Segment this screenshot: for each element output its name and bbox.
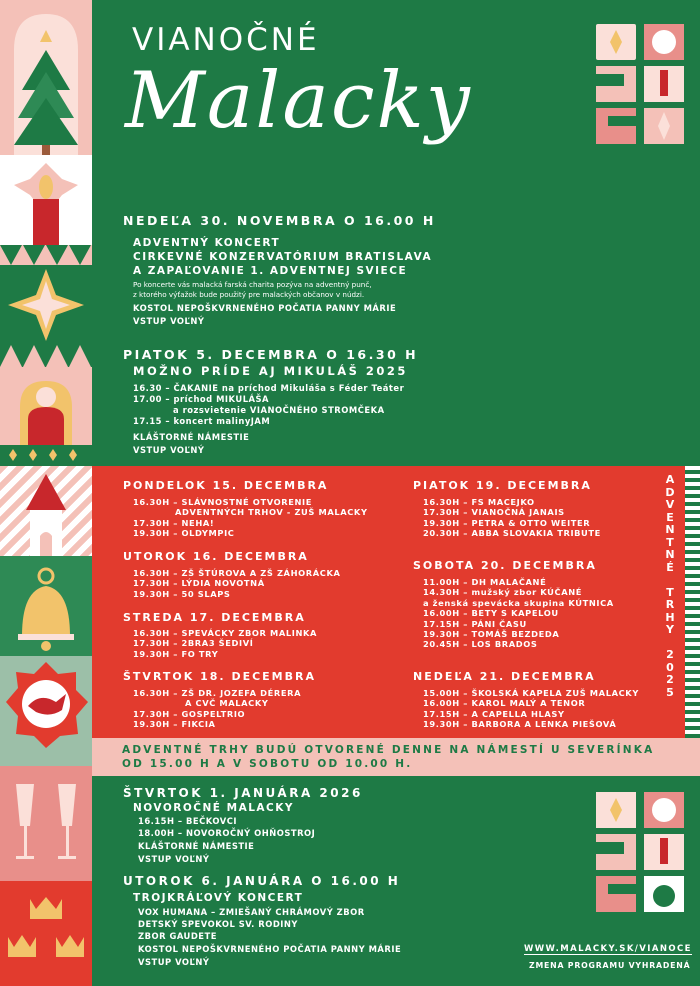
crown-icon [0,881,92,986]
champagne-icon [0,766,92,881]
angel-icon [0,367,92,445]
glasses-tile [0,766,92,881]
market-program: 15.00H – ŠKOLSKÁ KAPELA ZUŠ MALACKY 16.00H – KAROL MALÝ A TENOR 17.15H – A CAPELLA HLASY 19.30H – BARBORA A LENKA PIEŠOVÁ [423,688,639,730]
bell-icon [0,556,92,656]
decorative-stripe [685,466,700,738]
year-2025-graphic [594,22,686,146]
program-item: VOX HUMANA – ZMIEŠANÝ CHRÁMOVÝ ZBOR [138,907,365,917]
dove-icon [0,656,92,766]
program-item: 17.15 – koncert malinyJAM [133,416,271,426]
vertical-label-letter: N [665,523,675,536]
market-day-date: STREDA 17. DECEMBRA [123,611,306,624]
vertical-label-letter: É [666,560,674,574]
event-place: KLÁŠTORNÉ NÁMESTIE [133,432,250,442]
event-subtitle: TROJKRÁĽOVÝ KONCERT [133,892,304,904]
event-date: ŠTVRTOK 1. JANUÁRA 2026 [123,786,363,800]
triangle-strip [0,345,92,367]
market-program: 16.30H – SPEVÁCKY ZBOR MALINKA 17.30H – 2BRA3 ŠEDIVÍ 19.30H – FO TRY [133,628,318,659]
event-place: KOSTOL NEPOŠKVRNENÉHO POČATIA PANNY MÁRIE [133,303,397,313]
crown-tile [0,881,92,986]
decorative-sidebar [0,0,92,986]
advent-markets-vertical-label [660,474,680,699]
vertical-label-letter: R [665,598,675,611]
vertical-label-letter: E [666,510,674,524]
event-title: A ZAPAĽOVANIE 1. ADVENTNEJ SVIECE [133,265,408,277]
vertical-label-letter: N [665,548,675,561]
market-program: 16.30H – ZŠ ŠTÚROVA A ZŠ ZÁHORÁCKA 17.30H – LÝDIA NOVOTNÁ 19.30H – 50 SLAPS [133,568,341,599]
event-entry: VSTUP VOĽNÝ [133,316,205,326]
program-item: 16.30 – ČAKANIE na príchod Mikuláša s Féder Teáter [133,383,405,393]
vertical-label-letter: V [665,498,675,511]
market-program: 16.30H – FS MACEJKO 17.30H – VIANOČNÁ JANAIS 19.30H – PETRA & OTTO WEITER 20.30H – ABBA SLOVAKIA TRIBUTE [423,497,601,539]
candle-tile [0,155,92,245]
church-tile [0,466,92,556]
star-icon [0,265,92,345]
program-item: ZBOR GAUDETE [138,931,217,941]
vertical-label-letter: 2 [666,673,674,686]
vertical-label-letter: 2 [666,648,674,661]
program-item: 17.00 – príchod MIKULÁŠA [133,394,270,404]
bird-tile [0,656,92,766]
year-2026-graphic [594,790,686,914]
church-icon [0,466,92,556]
triangle-strip [0,245,92,265]
vertical-label-letter: 5 [666,685,674,699]
vertical-label-letter: Y [666,623,674,636]
diamond-strip [0,445,92,466]
tree-icon [0,0,92,155]
vertical-label-letter: D [665,485,675,499]
market-day-date: SOBOTA 20. DECEMBRA [413,559,597,572]
event-place: KOSTOL NEPOŠKVRNENÉHO POČATIA PANNY MÁRIE [138,944,402,954]
market-day-date: ŠTVRTOK 18. DECEMBRA [123,670,316,683]
vertical-label-letter [660,574,680,587]
program-item: 18.00H – NOVOROČNÝ OHŇOSTROJ [138,828,316,838]
program-change-note: ZMENA PROGRAMU VYHRADENÁ [529,961,691,970]
market-program: 16.30H – SLÁVNOSTNÉ OTVORENIE ADVENTNÝCH TRHOV - ZUŠ MALACKY 17.30H – NEHA! 19.30H – OLDYMPIC [133,497,368,539]
program-item: 16.15H – BEČKOVCI [138,816,238,826]
market-day-date: NEDEĽA 21. DECEMBRA [413,670,596,683]
event-date: NEDEĽA 30. NOVEMBRA O 16.00 H [123,213,436,228]
event-subtitle: MOŽNO PRÍDE AJ MIKULÁŠ 2025 [133,364,408,378]
candle-icon [0,155,92,245]
vertical-label-letter: 0 [666,660,674,674]
event-entry: VSTUP VOĽNÝ [138,854,210,864]
market-program: 11.00H – DH MALAČANÉ 14.30H – mužský zbor KÚČANÉ a ženská spevácka skupina KÚTNICA 16.00H – BETY S KAPELOU 17.15H – PÁNI ČASU 19.30H – TOMÁŠ BEZDEDA 20.45H – LOS BRADOS [423,577,614,650]
angel-tile [0,367,92,445]
program-item: DETSKÝ SPEVOKOL SV. RODINY [138,919,298,929]
vertical-label-letter: H [665,610,675,624]
event-entry: VSTUP VOĽNÝ [138,957,210,967]
header-title: VIANOČNÉ [132,22,320,58]
event-title: ADVENTNÝ KONCERT [133,237,281,249]
market-day-date: PIATOK 19. DECEMBRA [413,479,592,492]
vertical-label-letter: T [666,585,674,599]
event-title: CIRKEVNÉ KONZERVATÓRIUM BRATISLAVA [133,251,433,263]
vertical-label-letter: A [665,473,675,486]
markets-info-text: ADVENTNÉ TRHY BUDÚ OTVORENÉ DENNE NA NÁMESTÍ U SEVERÍNKA OD 15.00 H A V SOBOTU OD 10.00 H. [122,744,655,770]
market-day-date: PONDELOK 15. DECEMBRA [123,479,329,492]
market-program: 16.30H – ZŠ DR. JOZEFA DÉRERA A CVČ MALACKY 17.30H – GOSPELTRIO 19.30H – FIKCIA [133,688,302,730]
event-entry: VSTUP VOĽNÝ [133,445,205,455]
event-date: UTOROK 6. JANUÁRA O 16.00 H [123,874,401,888]
website-link[interactable]: WWW.MALACKY.SK/VIANOCE [524,944,692,954]
star-tile [0,265,92,345]
program-item: a rozsvietenie VIANOČNÉHO STROMČEKA [173,405,385,415]
event-date: PIATOK 5. DECEMBRA O 16.30 H [123,347,419,362]
event-subtitle: NOVOROČNÉ MALACKY [133,802,294,814]
market-day-date: UTOROK 16. DECEMBRA [123,550,309,563]
event-note: Po koncerte vás malacká farská charita pozýva na adventný punč, [133,280,372,289]
tree-tile [0,0,92,155]
event-place: KLÁŠTORNÉ NÁMESTIE [138,841,255,851]
header-script-title: Malacky [125,56,472,146]
bell-tile [0,556,92,656]
vertical-label-letter: T [666,535,674,549]
event-note: z ktorého výťažok bude použitý pre malackých občanov v núdzi. [133,290,365,299]
